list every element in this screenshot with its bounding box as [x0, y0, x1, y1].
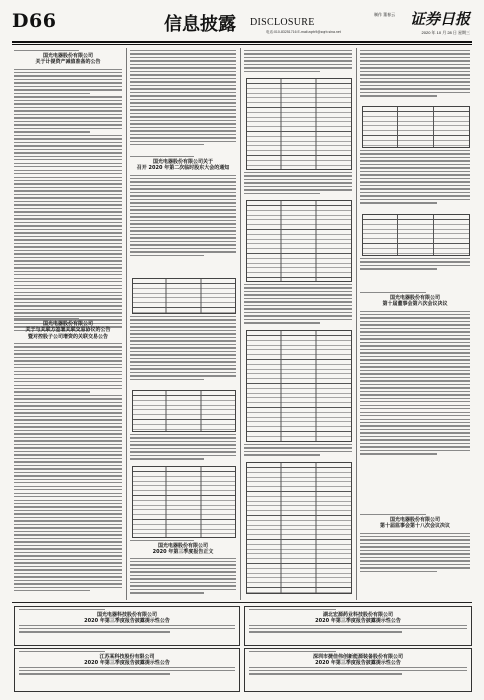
contact-line: 电话:010-83251716 E-mail:zqrb9@zqrb.sina.net [266, 30, 341, 34]
masthead-rule-thin [12, 44, 472, 45]
masthead-rule [12, 41, 472, 43]
notice-company: 国光电器股份有限公司 [42, 321, 93, 328]
notice-board-resolution [360, 292, 470, 457]
proposal-table [132, 278, 236, 314]
securities-table [246, 462, 352, 594]
report-text-3 [244, 444, 352, 458]
notice-title: 2020 年第三季度报告披露提示性公告 [315, 618, 401, 625]
notice-box [244, 648, 472, 692]
report-intro [244, 50, 352, 74]
notice-title: 2020 年第三季度报告披露提示性公告 [84, 660, 170, 667]
section-title-en: DISCLOSURE [250, 17, 315, 28]
bottom-divider [12, 602, 472, 603]
notice-box [14, 606, 240, 646]
notice-box [14, 648, 240, 692]
column-divider [240, 48, 241, 600]
report-continued [360, 50, 470, 99]
report-text-1 [244, 172, 352, 196]
section-title: 信息披露 [164, 14, 236, 35]
notice-company: 国光电器股份有限公司 [42, 53, 93, 60]
notice-title: 2020 年第三季度报告正文 [152, 549, 214, 556]
column-divider [126, 48, 127, 600]
commitment-table [362, 106, 470, 148]
notice-company: 国光电器股份有限公司 [157, 543, 208, 550]
voting-table [132, 390, 236, 432]
report-text-5 [360, 258, 470, 272]
editor-credit: 制作 董春云 [374, 12, 396, 17]
financial-table [246, 78, 352, 170]
notice-company: 深圳市捷佳伟创新能源装备股份有限公司 [312, 654, 403, 661]
notice-title: 召开 2020 年第二次临时股东大会的通知 [136, 165, 230, 172]
notice-q3-report [130, 540, 236, 596]
notice-title: 关于与关联方签署关联交易协议的公告 [25, 327, 111, 334]
report-text-4 [360, 150, 470, 206]
column-divider [356, 48, 357, 600]
notice-col2-lower [130, 434, 236, 462]
notice-title: 第十届董事会第六次会议决议 [382, 301, 448, 308]
notice-title: 第十届监事会第十八次会议决议 [379, 523, 450, 530]
notice-box [244, 606, 472, 646]
notice-company: 国光电器科技股份有限公司 [96, 612, 157, 619]
investment-table [362, 214, 470, 256]
report-text-2 [244, 284, 352, 326]
notice-shareholder-meeting [130, 156, 236, 258]
notice-company: 湖北宏源药业科技股份有限公司 [322, 612, 393, 619]
masthead [12, 10, 472, 40]
notice-supervisory-resolution [360, 514, 470, 574]
notice-subtitle: 暨对控股子公司增资的关联交易公告 [27, 333, 108, 340]
notice-related-party [14, 318, 122, 594]
changes-table [246, 330, 352, 442]
shareholder-table [246, 200, 352, 282]
proxy-form-table [132, 466, 236, 538]
notice-title: 2020 年第三季度报告披露提示性公告 [315, 660, 401, 667]
newspaper-logo: 证券日报 [409, 10, 470, 28]
notice-title: 关于计提资产减值准备的公告 [35, 59, 101, 66]
notice-company: 国光电器股份有限公司 [389, 295, 440, 302]
notice-title: 2020 年第三季度报告披露提示性公告 [84, 618, 170, 625]
notice-col2-top [130, 50, 236, 148]
notice-company: 江苏某科技股份有限公司 [99, 654, 155, 661]
notice-company: 国光电器股份有限公司关于 [152, 159, 213, 166]
notice-impairment [14, 50, 122, 333]
notice-company: 国光电器股份有限公司 [389, 517, 440, 524]
page-number: D66 [12, 10, 57, 32]
issue-date: 2020 年 10 月 28 日 星期三 [421, 30, 470, 35]
notice-col2-mid [130, 316, 236, 382]
